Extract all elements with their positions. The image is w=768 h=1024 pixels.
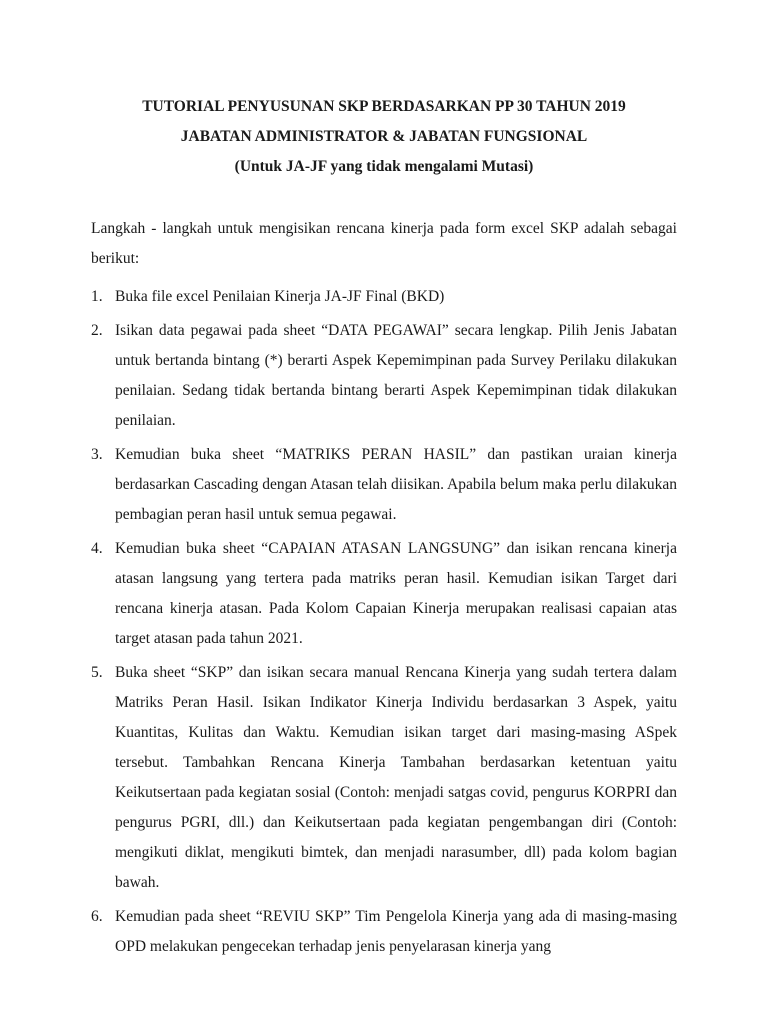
list-item — [91, 440, 677, 530]
step-text: Isikan data pegawai pada sheet “DATA PEGAWAI” secara lengkap. Pilih Jenis Jabatan untuk bertanda bintang (*) berarti Aspek Kepemimpinan pada Survey Perilaku dilakukan penilaian. Sedang tidak bertanda bintang berarti Aspek Kepemimpinan tidak dilakukan penilaian. — [115, 322, 677, 429]
document-scope-note: (Untuk JA-JF yang tidak mengalami Mutasi) — [234, 158, 534, 175]
list-item — [91, 534, 677, 654]
step-number: 1. — [91, 288, 103, 305]
step-text: Kemudian pada sheet “REVIU SKP” Tim Pengelola Kinerja yang ada di masing-masing OPD melakukan pengecekan terhadap jenis penyelarasan kinerja yang — [115, 908, 677, 955]
list-item — [91, 316, 677, 436]
step-number: 3. — [91, 446, 103, 463]
step-text: Buka sheet “SKP” dan isikan secara manual Rencana Kinerja yang sudah tertera dalam Matriks Peran Hasil. Isikan Indikator Kinerja Individu berdasarkan 3 Aspek, yaitu Kuantitas, Kulitas dan Waktu. Kemudian isikan target dari masing-masing ASpek tersebut. Tambahkan Rencana Kinerja Tambahan berdasarkan ketentuan yaitu Keikutsertaan pada kegiatan sosial (Contoh: menjadi satgas covid, pengurus KORPRI dan pengurus PGRI, dll.) dan Keikutsertaan pada kegiatan pengembangan diri (Contoh: mengikuti diklat, mengikuti bimtek, dan menjadi narasumber, dll) pada kolom bagian bawah. — [115, 664, 677, 891]
step-text: Kemudian buka sheet “CAPAIAN ATASAN LANGSUNG” dan isikan rencana kinerja atasan langsung yang tertera pada matriks peran hasil. Kemudian isikan Target dari rencana kinerja atasan. Pada Kolom Capaian Kinerja merupakan realisasi capaian atas target atasan pada tahun 2021. — [115, 540, 677, 647]
list-item — [91, 658, 677, 898]
steps-list — [91, 282, 677, 966]
document-title: TUTORIAL PENYUSUNAN SKP BERDASARKAN PP 30 TAHUN 2019 — [142, 98, 626, 115]
step-text: Buka file excel Penilaian Kinerja JA-JF Final (BKD) — [115, 288, 445, 305]
document-title-block — [0, 92, 768, 182]
intro-paragraph: Langkah - langkah untuk mengisikan rencana kinerja pada form excel SKP adalah sebagai berikut: — [91, 220, 677, 267]
step-number: 4. — [91, 540, 103, 557]
step-number: 2. — [91, 322, 103, 339]
list-item — [91, 282, 677, 312]
document-subtitle: JABATAN ADMINISTRATOR & JABATAN FUNGSIONAL — [180, 128, 588, 145]
step-text: Kemudian buka sheet “MATRIKS PERAN HASIL” dan pastikan uraian kinerja berdasarkan Cascading dengan Atasan telah diisikan. Apabila belum maka perlu dilakukan pembagian peran hasil untuk semua pegawai. — [115, 446, 677, 523]
step-number: 6. — [91, 908, 103, 925]
step-number: 5. — [91, 664, 103, 681]
list-item — [91, 902, 677, 962]
